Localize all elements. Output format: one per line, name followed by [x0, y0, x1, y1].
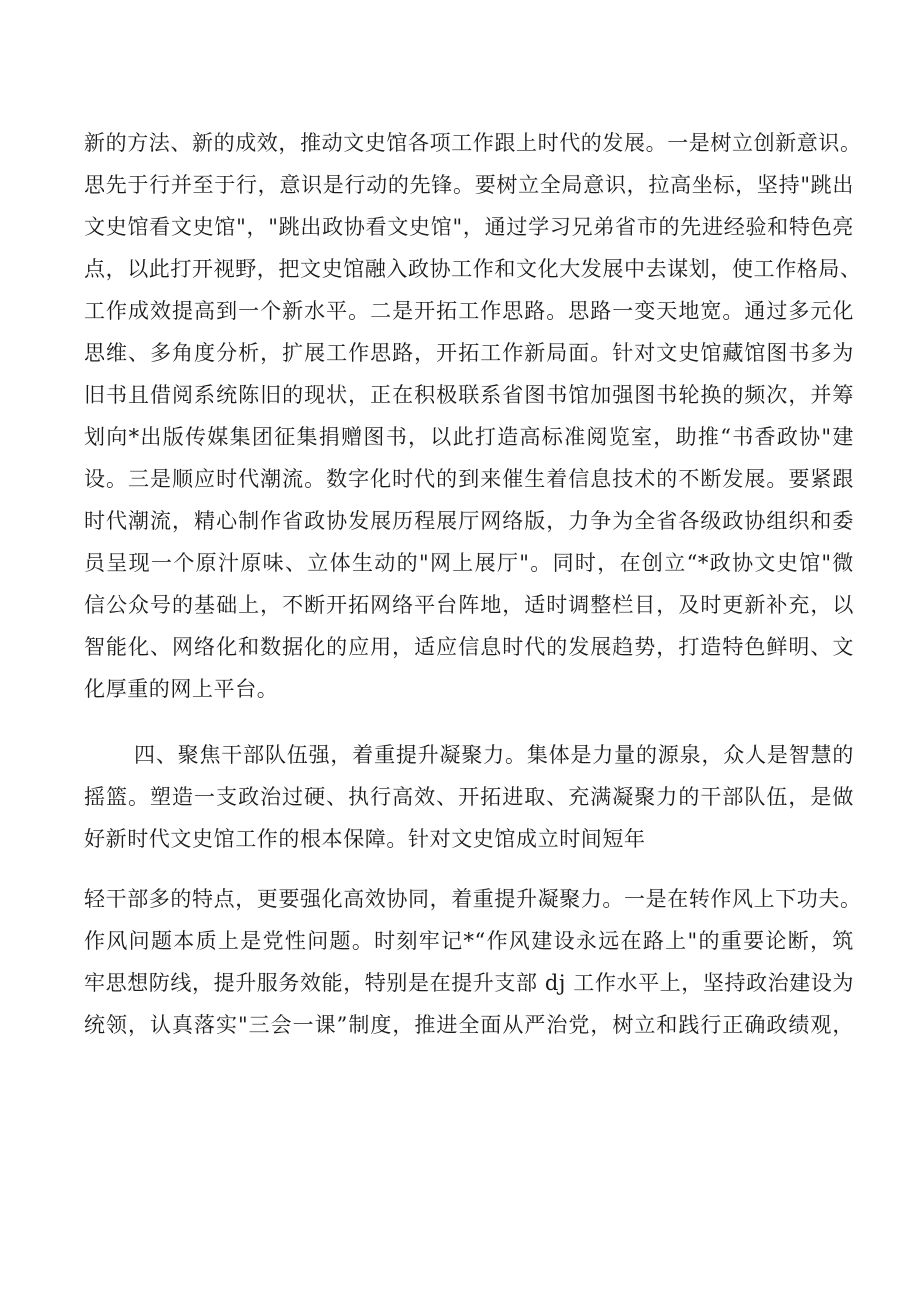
text-line: 员呈现一个原汁原味、立体生动的"网上展厅"。同时，在创立“*政协文史馆"微	[84, 551, 854, 575]
text-line: 智能化、网络化和数据化的应用，适应信息时代的发展趋势，打造特色鲜明、文	[84, 635, 854, 659]
text-line: 牢思想防线，提升服务效能，特别是在提升支部 dj 工作水平上，坚持政治建设为	[84, 971, 855, 995]
paragraph-heading-line: 四、聚焦干部队伍强，着重提升凝聚力。集体是力量的源泉，众人是智慧的	[134, 743, 854, 767]
text-line: 设。三是顺应时代潮流。数字化时代的到来催生着信息技术的不断发展。要紧跟	[84, 467, 854, 491]
text-line: 新的方法、新的成效，推动文史馆各项工作跟上时代的发展。一是树立创新意识。	[84, 131, 862, 155]
text-line: 划向*出版传媒集团征集捐赠图书，以此打造高标准阅览室，助推“书香政协"建	[84, 425, 854, 449]
text-line: 摇篮。塑造一支政治过硬、执行高效、开拓进取、充满凝聚力的干部队伍，是做	[84, 785, 854, 809]
text-line: 点，以此打开视野，把文史馆融入政协工作和文化大发展中去谋划，使工作格局、	[84, 257, 862, 281]
text-line: 好新时代文史馆工作的根本保障。针对文史馆成立时间短年	[84, 827, 646, 851]
text-line: 信公众号的基础上，不断开拓网络平台阵地，适时调整栏目，及时更新补充，以	[84, 593, 854, 617]
text-line: 旧书且借阅系统陈旧的现状，正在积极联系省图书馆加强图书轮换的频次，并筹	[84, 383, 854, 407]
text-line: 时代潮流，精心制作省政协发展历程展厅网络版，力争为全省各级政协组织和委	[84, 509, 854, 533]
text-line: 轻干部多的特点，更要强化高效协同，着重提升凝聚力。一是在转作风上下功夫。	[84, 887, 862, 911]
text-line: 作风问题本质上是党性问题。时刻牢记*“作风建设永远在路上"的重要论断，筑	[84, 929, 854, 953]
text-line: 统领，认真落实"三会一课”制度，推进全面从严治党，树立和践行正确政绩观，	[84, 1013, 854, 1037]
text-line: 思维、多角度分析，扩展工作思路，开拓工作新局面。针对文史馆藏馆图书多为	[84, 341, 854, 365]
text-line: 思先于行并至于行，意识是行动的先锋。要树立全局意识，拉高坐标，坚持"跳出	[84, 173, 854, 197]
text-line: 工作成效提高到一个新水平。二是开拓工作思路。思路一变天地宽。通过多元化	[84, 299, 854, 323]
text-line: 文史馆看文史馆"，"跳出政协看文史馆"，通过学习兄弟省市的先进经验和特色亮	[84, 215, 854, 239]
text-line: 化厚重的网上平台。	[84, 677, 279, 701]
